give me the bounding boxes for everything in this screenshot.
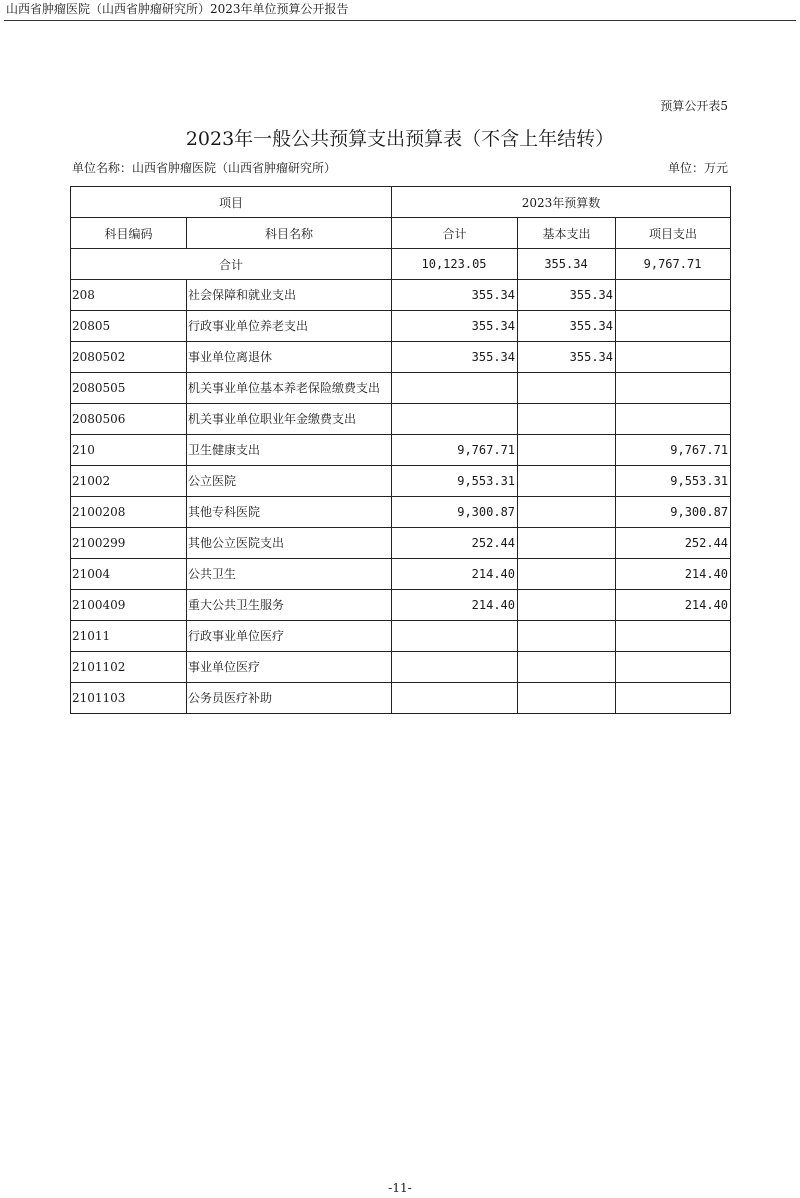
row-total xyxy=(392,373,518,404)
row-code: 210 xyxy=(71,435,187,466)
row-code: 21004 xyxy=(71,559,187,590)
column-header-code: 科目编码 xyxy=(71,218,187,249)
row-code: 2080505 xyxy=(71,373,187,404)
row-project: 252.44 xyxy=(616,528,731,559)
table-row xyxy=(71,652,731,683)
row-name: 公立医院 xyxy=(187,466,392,497)
row-total: 214.40 xyxy=(392,590,518,621)
row-name: 公共卫生 xyxy=(187,559,392,590)
row-total: 355.34 xyxy=(392,280,518,311)
row-code: 2080506 xyxy=(71,404,187,435)
table-row xyxy=(71,373,731,404)
row-project xyxy=(616,311,731,342)
row-total xyxy=(392,683,518,714)
row-basic xyxy=(518,559,616,590)
row-name: 行政事业单位养老支出 xyxy=(187,311,392,342)
row-name: 机关事业单位基本养老保险缴费支出 xyxy=(187,373,392,404)
row-project xyxy=(616,652,731,683)
row-basic xyxy=(518,373,616,404)
row-project xyxy=(616,373,731,404)
row-basic xyxy=(518,590,616,621)
row-code: 2101103 xyxy=(71,683,187,714)
row-code: 2101102 xyxy=(71,652,187,683)
table-row xyxy=(71,528,731,559)
row-total: 355.34 xyxy=(392,311,518,342)
row-total xyxy=(392,621,518,652)
row-name: 事业单位离退休 xyxy=(187,342,392,373)
row-code: 2080502 xyxy=(71,342,187,373)
row-code: 208 xyxy=(71,280,187,311)
row-project: 9,553.31 xyxy=(616,466,731,497)
table-row xyxy=(71,559,731,590)
header-budget: 2023年预算数 xyxy=(392,187,731,218)
column-header-name: 科目名称 xyxy=(187,218,392,249)
row-project xyxy=(616,404,731,435)
row-basic xyxy=(518,621,616,652)
row-code: 21011 xyxy=(71,621,187,652)
header-project: 项目 xyxy=(71,187,392,218)
row-project: 9,300.87 xyxy=(616,497,731,528)
table-row xyxy=(71,404,731,435)
row-basic xyxy=(518,466,616,497)
table-number: 预算公开表5 xyxy=(660,99,728,113)
row-total: 214.40 xyxy=(392,559,518,590)
row-project xyxy=(616,683,731,714)
row-total: 9,767.71 xyxy=(392,435,518,466)
header-divider xyxy=(4,20,796,21)
row-name: 其他公立医院支出 xyxy=(187,528,392,559)
row-name: 社会保障和就业支出 xyxy=(187,280,392,311)
table-row xyxy=(71,342,731,373)
table-row xyxy=(71,311,731,342)
row-code: 2100299 xyxy=(71,528,187,559)
column-header-project: 项目支出 xyxy=(616,218,731,249)
row-basic xyxy=(518,404,616,435)
total-total: 10,123.05 xyxy=(392,249,518,280)
row-basic: 355.34 xyxy=(518,342,616,373)
row-total: 252.44 xyxy=(392,528,518,559)
unit-label: 单位：万元 xyxy=(667,161,728,175)
page-title: 2023年一般公共预算支出预算表（不含上年结转） xyxy=(185,128,615,150)
row-basic: 355.34 xyxy=(518,280,616,311)
total-project: 9,767.71 xyxy=(616,249,731,280)
column-header-basic: 基本支出 xyxy=(518,218,616,249)
row-basic xyxy=(518,528,616,559)
total-row xyxy=(71,249,731,280)
table-row xyxy=(71,435,731,466)
row-total xyxy=(392,404,518,435)
table-row xyxy=(71,497,731,528)
table-row xyxy=(71,683,731,714)
table-column-header-row xyxy=(71,218,731,249)
row-name: 机关事业单位职业年金缴费支出 xyxy=(187,404,392,435)
unit-name: 单位名称：山西省肿瘤医院（山西省肿瘤研究所） xyxy=(72,161,337,175)
row-name: 事业单位医疗 xyxy=(187,652,392,683)
total-basic: 355.34 xyxy=(518,249,616,280)
table-row xyxy=(71,280,731,311)
row-name: 重大公共卫生服务 xyxy=(187,590,392,621)
row-project: 214.40 xyxy=(616,590,731,621)
total-label: 合计 xyxy=(71,249,392,280)
row-total: 355.34 xyxy=(392,342,518,373)
running-header: 山西省肿瘤医院（山西省肿瘤研究所）2023年单位预算公开报告 xyxy=(6,2,349,16)
table-header-row xyxy=(71,187,731,218)
row-basic xyxy=(518,652,616,683)
row-total: 9,553.31 xyxy=(392,466,518,497)
row-basic xyxy=(518,435,616,466)
row-project: 9,767.71 xyxy=(616,435,731,466)
row-total: 9,300.87 xyxy=(392,497,518,528)
row-code: 2100409 xyxy=(71,590,187,621)
row-basic: 355.34 xyxy=(518,311,616,342)
row-name: 其他专科医院 xyxy=(187,497,392,528)
row-basic xyxy=(518,683,616,714)
table-row xyxy=(71,621,731,652)
row-code: 21002 xyxy=(71,466,187,497)
row-project xyxy=(616,280,731,311)
row-total xyxy=(392,652,518,683)
row-name: 卫生健康支出 xyxy=(187,435,392,466)
row-project xyxy=(616,621,731,652)
budget-table xyxy=(70,186,731,714)
row-code: 20805 xyxy=(71,311,187,342)
row-project xyxy=(616,342,731,373)
table-row xyxy=(71,466,731,497)
table-row xyxy=(71,590,731,621)
row-name: 公务员医疗补助 xyxy=(187,683,392,714)
row-code: 2100208 xyxy=(71,497,187,528)
row-basic xyxy=(518,497,616,528)
row-name: 行政事业单位医疗 xyxy=(187,621,392,652)
row-project: 214.40 xyxy=(616,559,731,590)
column-header-total: 合计 xyxy=(392,218,518,249)
page-number: -11- xyxy=(388,1181,412,1195)
